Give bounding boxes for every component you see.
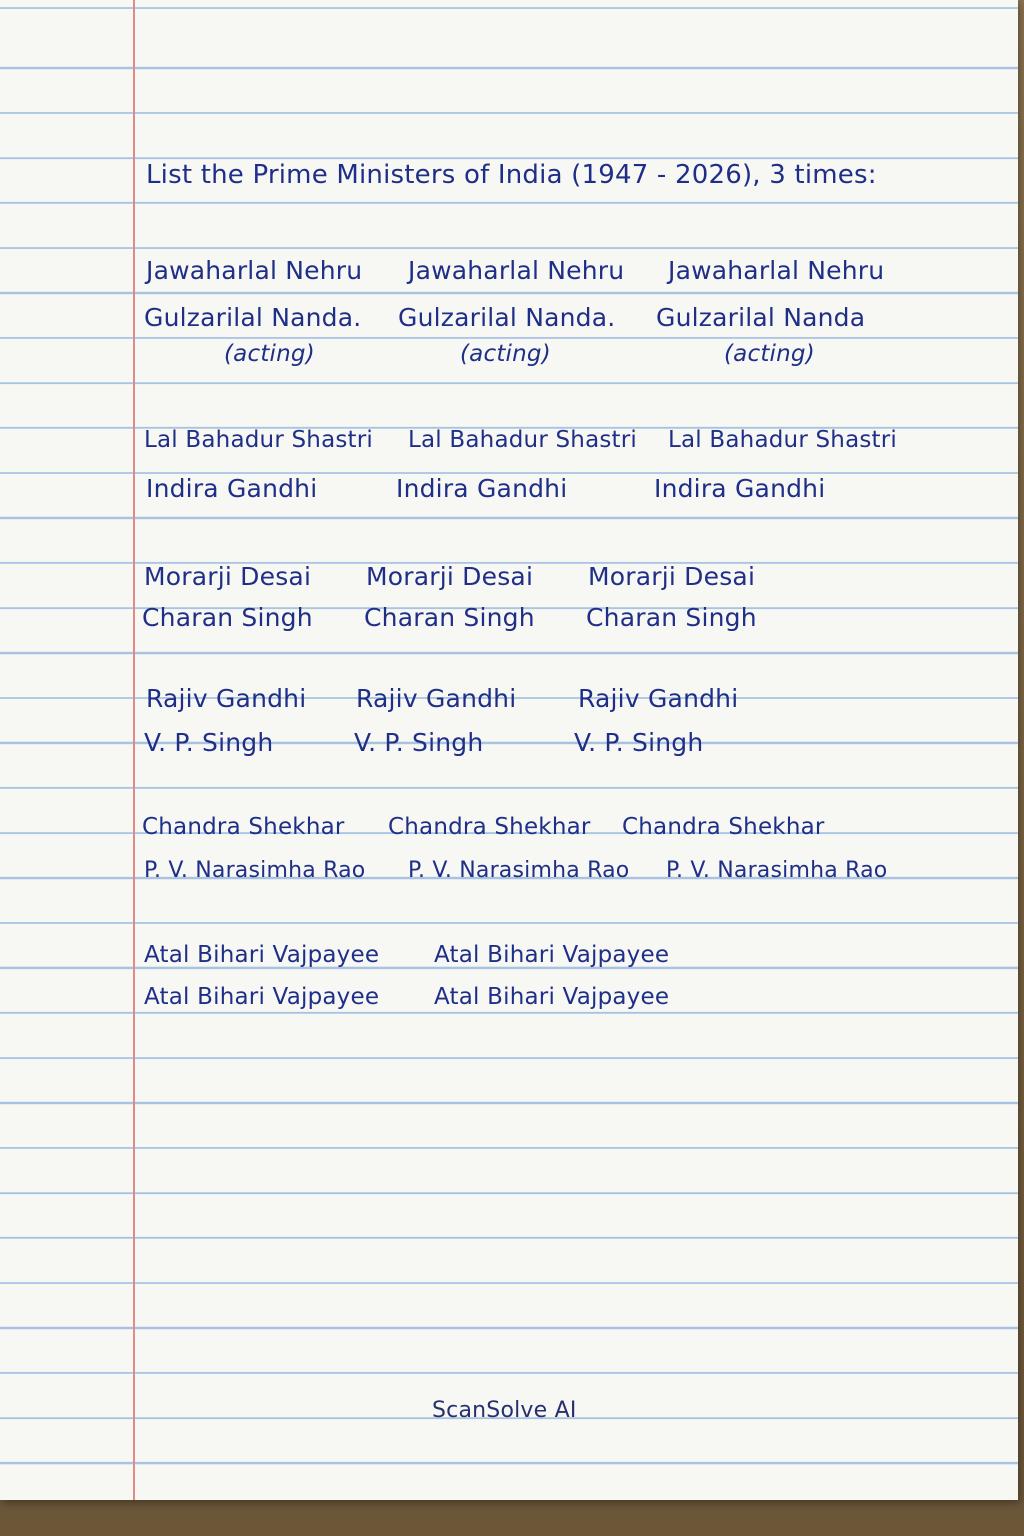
pm-name-row8-col3: Rajiv Gandhi	[578, 684, 739, 713]
pm-name-row2-col3: Gulzarilal Nanda	[656, 303, 866, 332]
pm-name-row2-col2: Gulzarilal Nanda.	[398, 303, 616, 332]
pm-name-row6-col2: Morarji Desai	[366, 562, 534, 591]
pm-name-row8-col2: Rajiv Gandhi	[356, 684, 517, 713]
scansolve-watermark: ScanSolve AI	[432, 1398, 577, 1423]
pm-name-row5-col1: Indira Gandhi	[146, 474, 318, 503]
acting-note-col1: (acting)	[224, 341, 315, 367]
pm-name-row11-col1: P. V. Narasimha Rao	[144, 858, 366, 883]
pm-name-row4-col3: Lal Bahadur Shastri	[668, 427, 898, 453]
pm-name-row11-col2: P. V. Narasimha Rao	[408, 858, 630, 883]
pm-name-row10-col3: Chandra Shekhar	[622, 814, 825, 840]
acting-note-col2: (acting)	[460, 341, 551, 367]
pm-name-row7-col3: Charan Singh	[586, 603, 757, 632]
pm-name-row7-col1: Charan Singh	[142, 603, 313, 632]
pm-name-row8-col1: Rajiv Gandhi	[146, 684, 307, 713]
pm-name-row5-col3: Indira Gandhi	[654, 474, 826, 503]
pm-name-row9-col2: V. P. Singh	[354, 728, 484, 757]
pm-name-row11-col3: P. V. Narasimha Rao	[666, 858, 888, 883]
pm-name-row10-col1: Chandra Shekhar	[142, 814, 345, 840]
pm-name-row13-col2: Atal Bihari Vajpayee	[434, 984, 670, 1010]
pm-name-row10-col2: Chandra Shekhar	[388, 814, 591, 840]
pm-name-row12-col2: Atal Bihari Vajpayee	[434, 942, 670, 968]
pm-name-row5-col2: Indira Gandhi	[396, 474, 568, 503]
pm-name-row6-col1: Morarji Desai	[144, 562, 312, 591]
pm-name-row6-col3: Morarji Desai	[588, 562, 756, 591]
pm-name-row2-col1: Gulzarilal Nanda.	[144, 303, 362, 332]
pm-name-row1-col2: Jawaharlal Nehru	[408, 256, 625, 285]
pm-name-row12-col1: Atal Bihari Vajpayee	[144, 942, 380, 968]
red-margin-line	[133, 0, 135, 1500]
pm-name-row13-col1: Atal Bihari Vajpayee	[144, 984, 380, 1010]
pm-name-row4-col2: Lal Bahadur Shastri	[408, 427, 638, 453]
pm-name-row9-col1: V. P. Singh	[144, 728, 274, 757]
prompt-title: List the Prime Ministers of India (1947 - 2026), 3 times:	[146, 160, 877, 190]
pm-name-row9-col3: V. P. Singh	[574, 728, 704, 757]
pm-name-row4-col1: Lal Bahadur Shastri	[144, 427, 374, 453]
acting-note-col3: (acting)	[724, 341, 815, 367]
pm-name-row7-col2: Charan Singh	[364, 603, 535, 632]
pm-name-row1-col1: Jawaharlal Nehru	[146, 256, 363, 285]
pm-name-row1-col3: Jawaharlal Nehru	[668, 256, 885, 285]
